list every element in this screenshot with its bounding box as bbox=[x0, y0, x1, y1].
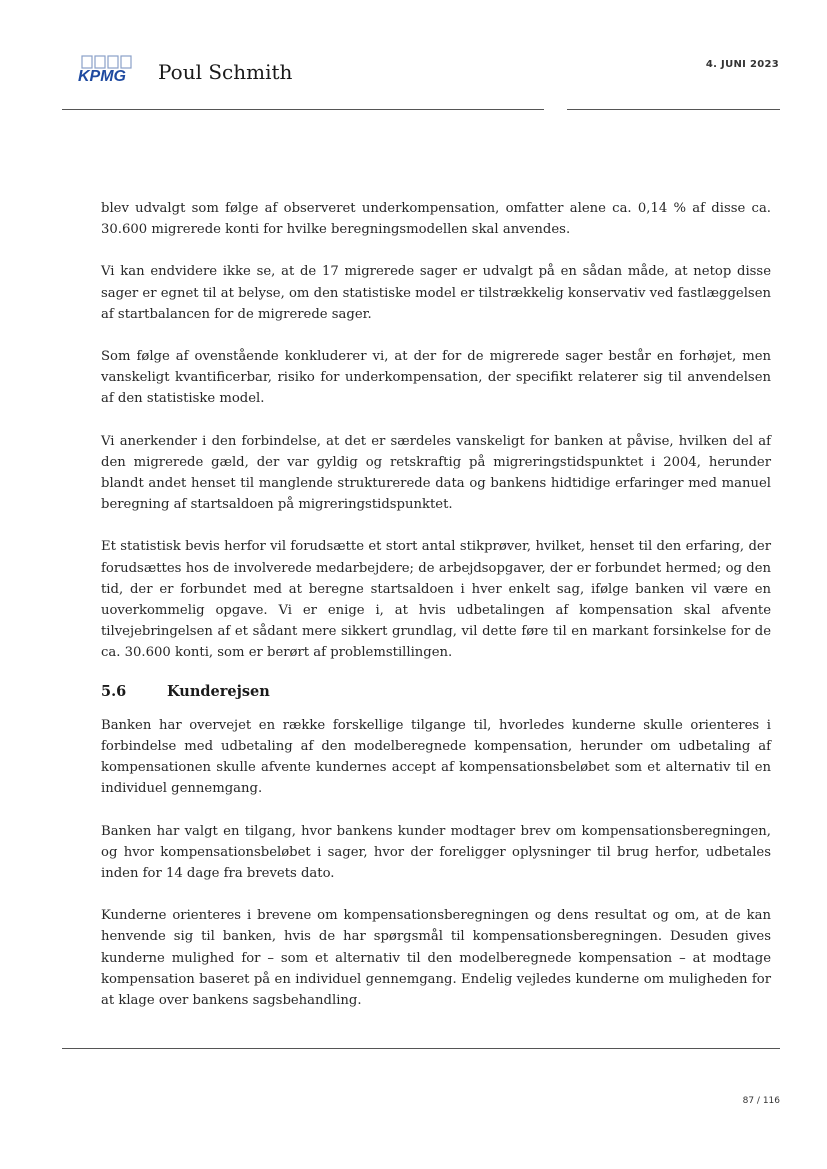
body-paragraph: Et statistisk bevis herfor vil forudsætte et stort antal stikprøver, hvilket, henset til den erfaring, der forudsættes hos de involverede medarbejdere; de arbejdsopgaver, der er forbundet hermed; og den tid, der er forbundet med at beregne startsaldoen i hver enkelt sag, ifølge banken vil være en uoverkommelig opgave. Vi er enige i, at hvis udbetalingen af kompensation skal afvente tilvejebringelsen af et sådant mere sikkert grundlag, vil dette føre til en markant forsinkelse for de ca. 30.600 konti, som er berørt af problemstillingen. bbox=[101, 539, 771, 661]
footer-rule bbox=[62, 1048, 780, 1049]
document-body bbox=[101, 198, 771, 1032]
section-heading bbox=[101, 681, 771, 702]
section-title: Kunderejsen bbox=[167, 682, 270, 700]
firm-name: Poul Schmith bbox=[158, 60, 293, 84]
page-number: 87 / 116 bbox=[742, 1096, 780, 1106]
body-paragraph: blev udvalgt som følge af observeret underkompensation, omfatter alene ca. 0,14 % af disse ca. 30.600 migrerede konti for hvilke beregningsmodellen skal anvendes. bbox=[101, 201, 771, 238]
kpmg-logo-text: KPMG bbox=[78, 68, 126, 84]
section-number: 5.6 bbox=[101, 682, 127, 700]
kpmg-logo bbox=[78, 54, 140, 84]
header-date: 4. JUNI 2023 bbox=[705, 59, 779, 70]
page-header bbox=[0, 0, 827, 120]
body-paragraph: Som følge af ovenstående konkluderer vi, at der for de migrerede sager består en forhøjet, men vanskeligt kvantificerbar, risiko for underkompensation, der specifikt relaterer sig til anvendelsen af den statistiske model. bbox=[101, 349, 771, 407]
body-paragraph: Banken har valgt en tilgang, hvor bankens kunder modtager brev om kompensationsberegningen, og hvor kompensationsbeløbet i sager, hvor der foreligger oplysninger til brug herfor, udbetales inden for 14 dage fra brevets dato. bbox=[101, 823, 771, 882]
header-rule-right bbox=[567, 109, 780, 110]
header-rule-left bbox=[62, 109, 544, 110]
body-paragraph: Vi anerkender i den forbindelse, at det er særdeles vanskeligt for banken at påvise, hvilken del af den migrerede gæld, der var gyldig og retskraftig på migreringstidspunktet i 2004, herunder blandt andet henset til manglende strukturerede data og bankens hidtidige erfaringer med manuel beregning af startsaldoen på migreringstidspunktet. bbox=[101, 433, 771, 513]
body-paragraph: Kunderne orienteres i brevene om kompensationsberegningen og dens resultat og om, at de kan henvende sig til banken, hvis de har spørgsmål til kompensationsberegningen. Desuden gives kunderne mulighed for – som et alternativ til den modelberegnede kompensation – at modtage kompensation baseret på en individuel gennemgang. Endelig vejledes kunderne om muligheden for at klage over bankens sagsbehandling. bbox=[101, 908, 771, 1009]
body-paragraph: Banken har overvejet en række forskellige tilgange til, hvorledes kunderne skulle orienteres i forbindelse med udbetaling af den modelberegnede kompensation, herunder om udbetaling af kompensationen skulle afvente kundernes accept af kompensationsbeløbet som et alternativ til en individuel gennemgang. bbox=[101, 717, 771, 797]
body-paragraph: Vi kan endvidere ikke se, at de 17 migrerede sager er udvalgt på en sådan måde, at netop disse sager er egnet til at belyse, om den statistiske model er tilstrækkelig konservativ ved fastlæggelsen af startbalancen for de migrerede sager. bbox=[101, 264, 771, 322]
